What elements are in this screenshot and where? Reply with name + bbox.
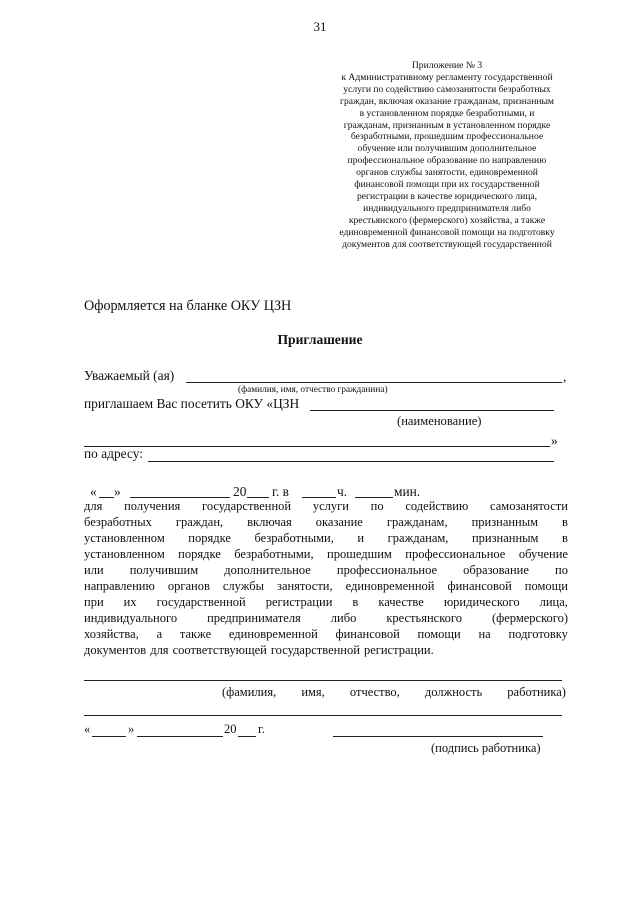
- paragraph-line: [84, 499, 568, 515]
- document-title: Приглашение: [277, 332, 363, 347]
- date-close-quote: »: [114, 484, 121, 499]
- appendix-line: граждан, включая оказание гражданам, признанным: [340, 95, 554, 107]
- paragraph-word: соответствующей: [172, 642, 267, 657]
- paragraph-word: по: [555, 562, 568, 577]
- citizen-name-hint: (фамилия, имя, отчество гражданина): [238, 385, 388, 395]
- appendix-line: Приложение № 3: [411, 60, 483, 71]
- worker-details-hint-word: (фамилия,: [222, 685, 277, 699]
- signature-year-field[interactable]: [238, 736, 256, 737]
- paragraph-word: в: [352, 594, 359, 609]
- day-field[interactable]: [99, 497, 114, 498]
- paragraph-line: [84, 627, 568, 643]
- paragraph-word: установленном: [84, 546, 165, 561]
- paragraph-word: (фермерского): [491, 610, 568, 625]
- paragraph-word: или: [84, 562, 104, 577]
- paragraph-word: профессиональное: [336, 562, 438, 577]
- paragraph-word: направлению: [84, 578, 155, 593]
- paragraph-word: установленном: [84, 530, 165, 545]
- appendix-line: к Административному регламенту государственной: [341, 71, 553, 83]
- paragraph-word: получившим: [129, 562, 199, 577]
- paragraph-word: дополнительное: [224, 562, 311, 577]
- paragraph-word: порядке: [178, 546, 221, 561]
- worker-details-field[interactable]: [84, 680, 562, 681]
- paragraph-word: юридического: [443, 594, 520, 609]
- hours-suffix: ч.: [337, 484, 348, 499]
- paragraph-word: в: [562, 514, 568, 529]
- paragraph-word: порядке: [188, 530, 231, 545]
- worker-details-hint-word: работника): [507, 685, 566, 699]
- paragraph-word: получения: [124, 499, 181, 513]
- paragraph-word: содействию: [405, 499, 469, 513]
- year-prefix: 20: [233, 484, 247, 499]
- paragraph-word: регистрации: [265, 594, 333, 609]
- appendix-header: [310, 60, 584, 251]
- paragraph-word: услуги: [312, 499, 349, 513]
- paragraph-word: для: [150, 642, 169, 657]
- worker-details-continuation-field[interactable]: [84, 715, 562, 716]
- worker-signature-hint: (подпись работника): [431, 741, 541, 755]
- address-field[interactable]: [148, 461, 554, 462]
- worker-details-hint-word: отчество,: [349, 685, 400, 699]
- paragraph-word: обучение: [518, 546, 568, 561]
- worker-details-hint-word: должность: [424, 685, 483, 699]
- signature-day-field[interactable]: [92, 736, 126, 737]
- czn-name-hint: (наименование): [397, 414, 482, 428]
- paragraph-word: финансовой: [447, 578, 512, 593]
- hours-field[interactable]: [302, 497, 336, 498]
- appendix-line: безработными, прошедшим профессиональное: [350, 131, 544, 143]
- paragraph-word: подготовку: [508, 626, 568, 641]
- paragraph-line: [84, 611, 568, 627]
- worker-details-hint-word: имя,: [301, 685, 325, 699]
- paragraph-line: [84, 563, 568, 579]
- appendix-line: индивидуального предпринимателя либо: [363, 202, 531, 214]
- appendix-line: услуги по содействию самозанятости безработных: [343, 83, 551, 95]
- appendix-line: документов для соответствующей государственной: [342, 238, 552, 250]
- paragraph-word: на: [478, 626, 491, 641]
- paragraph-line: [84, 643, 568, 659]
- appendix-line: обучение или получившим дополнительное: [357, 143, 537, 155]
- paragraph-word: при: [84, 594, 104, 609]
- paragraph-word: занятости,: [277, 578, 333, 593]
- greeting-label: Уважаемый (ая): [84, 368, 175, 383]
- paragraph-word: единовременной: [345, 578, 435, 593]
- paragraph-word: крестьянского: [386, 610, 462, 625]
- paragraph-line: [84, 531, 568, 547]
- paragraph-word: либо: [330, 610, 357, 625]
- paragraph-line: [84, 547, 568, 563]
- paragraph-word: службы: [222, 578, 264, 593]
- paragraph-word: безработными,: [254, 530, 334, 545]
- worker-signature-field[interactable]: [333, 736, 543, 737]
- signature-month-field[interactable]: [137, 736, 223, 737]
- date-open-quote: «: [90, 484, 97, 499]
- paragraph-word: документов: [84, 642, 147, 657]
- paragraph-line: [84, 595, 568, 611]
- czn-name-continuation-field[interactable]: [84, 446, 550, 447]
- paragraph-word: регистрации.: [363, 642, 434, 657]
- paragraph-word: и: [357, 530, 365, 545]
- paragraph-word: государственной: [202, 499, 292, 513]
- year-field[interactable]: [247, 497, 269, 498]
- paragraph-word: единовременной: [228, 626, 318, 641]
- paragraph-word: признанным: [471, 514, 539, 529]
- paragraph-word: прошедшим: [327, 546, 392, 561]
- paragraph-word: гражданам,: [387, 530, 449, 545]
- appendix-line: крестьянского (фермерского) хозяйства, а также: [348, 214, 546, 226]
- page-number: 31: [313, 19, 327, 34]
- paragraph-word: предпринимателя: [207, 610, 301, 625]
- paragraph-word: хозяйства,: [84, 626, 139, 641]
- paragraph-word: индивидуального: [84, 610, 178, 625]
- paragraph-word: безработными,: [234, 546, 314, 561]
- paragraph-word: лица,: [539, 594, 568, 609]
- minutes-field[interactable]: [355, 497, 393, 498]
- invite-closing-quote: »: [551, 433, 558, 448]
- appendix-line: в установленном порядке безработными, и: [359, 107, 535, 119]
- paragraph-word: оказание: [315, 514, 363, 529]
- czn-name-field[interactable]: [310, 410, 554, 411]
- appendix-line: регистрации в качестве юридического лица,: [356, 190, 538, 202]
- minutes-suffix: мин.: [394, 484, 421, 499]
- form-note: Оформляется на бланке ОКУ ЦЗН: [84, 298, 292, 314]
- paragraph-word: самозанятости: [490, 499, 568, 513]
- paragraph-word: по: [370, 499, 384, 513]
- paragraph-word: государственной: [270, 642, 360, 657]
- month-field[interactable]: [130, 497, 230, 498]
- signature-date-close-quote: »: [128, 722, 135, 736]
- paragraph-line: [84, 515, 568, 531]
- worker-details-hint: [222, 685, 566, 700]
- greeting-comma: ,: [563, 369, 567, 384]
- purpose-paragraph: [84, 499, 568, 659]
- paragraph-word: финансовой: [335, 626, 400, 641]
- paragraph-word: помощи: [524, 578, 568, 593]
- paragraph-word: гражданам,: [386, 514, 448, 529]
- appendix-line: профессиональное образование по направлению: [347, 155, 547, 167]
- citizen-name-field[interactable]: [186, 382, 562, 383]
- paragraph-line: [84, 579, 568, 595]
- appendix-line: органов службы занятости, единовременной: [356, 167, 538, 179]
- paragraph-word: безработных: [84, 514, 152, 529]
- year-suffix: г. в: [272, 484, 289, 499]
- signature-year-suffix: г.: [258, 722, 265, 736]
- appendix-line: гражданам, признанным в установленном порядке: [343, 119, 551, 131]
- paragraph-word: профессиональное: [405, 546, 506, 561]
- paragraph-word: образование: [463, 562, 529, 577]
- address-label: по адресу:: [84, 446, 143, 461]
- paragraph-word: их: [123, 594, 137, 609]
- paragraph-word: для: [84, 499, 103, 513]
- appendix-line: финансовой помощи при их государственной: [354, 179, 540, 191]
- paragraph-word: а: [156, 626, 163, 641]
- paragraph-word: государственной: [156, 594, 246, 609]
- signature-date-open-quote: «: [84, 722, 91, 736]
- paragraph-word: также: [179, 626, 212, 641]
- paragraph-word: качестве: [378, 594, 424, 609]
- appendix-line: единовременной финансовой помощи на подготовку: [339, 226, 555, 238]
- paragraph-word: органов: [167, 578, 210, 593]
- paragraph-word: граждан,: [175, 514, 224, 529]
- invite-text: приглашаем Вас посетить ОКУ «ЦЗН: [84, 396, 300, 411]
- signature-year-prefix: 20: [224, 722, 237, 736]
- paragraph-word: в: [562, 530, 568, 545]
- paragraph-word: включая: [247, 514, 292, 529]
- paragraph-word: признанным: [471, 530, 539, 545]
- paragraph-word: помощи: [417, 626, 461, 641]
